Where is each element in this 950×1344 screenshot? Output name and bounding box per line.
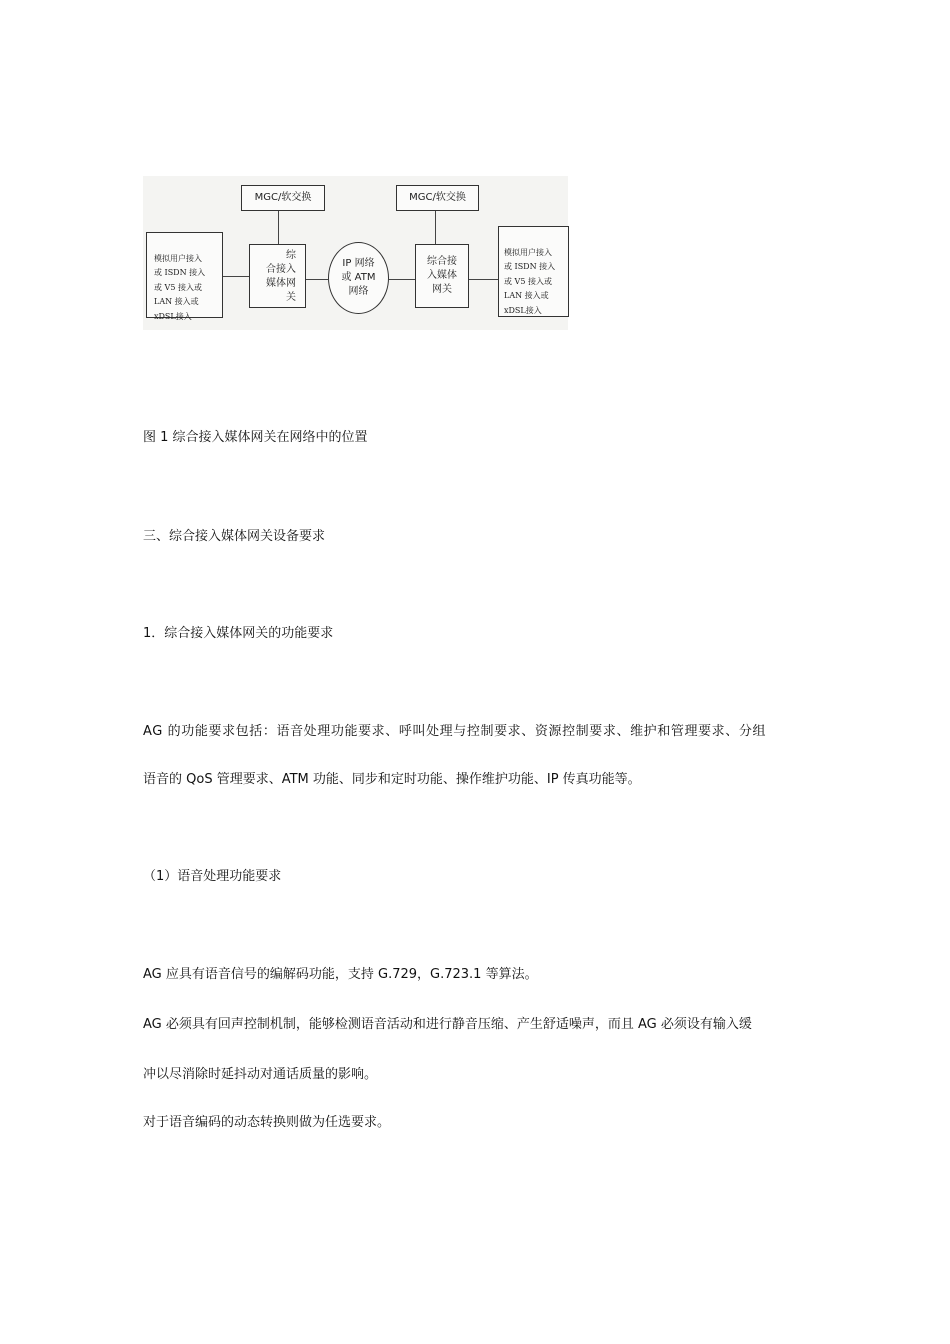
paragraph-3-line-1: AG 必须具有回声控制机制，能够检测语音活动和进行静音压缩、产生舒适噪声，而且 AG 必须设有输入缓 xyxy=(143,1017,752,1032)
link-right-mgc-gateway xyxy=(435,211,436,244)
access-box-left xyxy=(146,232,223,321)
section-heading: 三、综合接入媒体网关设备要求 xyxy=(143,529,326,544)
paragraph-1-line-2: 语音的 QoS 管理要求、ATM 功能、同步和定时功能、操作维护功能、IP 传真功能等。 xyxy=(143,772,641,787)
media-gateway-label-left: 综 合接入 媒体网 关 xyxy=(266,250,296,303)
figure-caption: 图 1 综合接入媒体网关在网络中的位置 xyxy=(143,430,368,445)
mgc-softswitch-label-left: MGC/软交换 xyxy=(254,192,312,203)
paragraph-1-line-1: AG 的功能要求包括：语音处理功能要求、呼叫处理与控制要求、资源控制要求、维护和管理要求、分组 xyxy=(143,724,767,739)
link-right-gateway-access xyxy=(469,279,498,280)
paragraph-3-line-2: 冲以尽消除时延抖动对通话质量的影响。 xyxy=(143,1067,378,1082)
link-left-access-gateway xyxy=(223,276,249,277)
ip-atm-network-label: IP 网络 或 ATM 网络 xyxy=(341,258,376,297)
mgc-softswitch-label-right: MGC/软交换 xyxy=(409,192,466,203)
link-network-right-gateway xyxy=(389,279,415,280)
network-diagram xyxy=(143,176,568,330)
link-left-mgc-gateway xyxy=(278,211,279,244)
ip-atm-network-circle xyxy=(328,242,389,314)
access-label-left: 模拟用户接入 或 ISDN 接入 或 V5 接入或 LAN 接入或 xDSL接入 xyxy=(154,253,206,321)
mgc-softswitch-box-right xyxy=(396,185,479,211)
access-label-right: 模拟用户接入 或 ISDN 接入 或 V5 接入或 LAN 接入或 xDSL接入 xyxy=(504,247,556,315)
media-gateway-box-left xyxy=(249,244,306,308)
access-box-right xyxy=(498,226,569,317)
mgc-softswitch-box-left xyxy=(241,185,325,211)
subsection-heading: 1．综合接入媒体网关的功能要求 xyxy=(143,626,334,641)
link-left-gateway-network xyxy=(306,279,328,280)
media-gateway-box-right xyxy=(415,244,469,308)
item-heading: （1）语音处理功能要求 xyxy=(143,869,282,884)
media-gateway-label-right: 综合接 入媒体 网关 xyxy=(427,256,457,295)
paragraph-2: AG 应具有语音信号的编解码功能，支持 G.729，G.723.1 等算法。 xyxy=(143,967,538,982)
paragraph-4: 对于语音编码的动态转换则做为任选要求。 xyxy=(143,1115,391,1130)
